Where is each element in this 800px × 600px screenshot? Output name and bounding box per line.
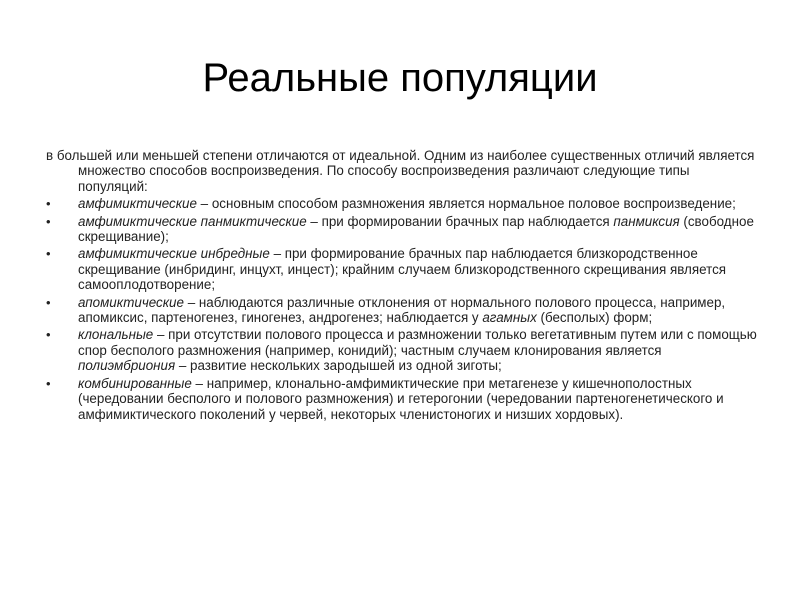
bullet-icon: • bbox=[46, 246, 51, 262]
term-panmixia: панмиксия bbox=[613, 213, 680, 229]
term-polyembryony: полиэмбриония bbox=[78, 358, 176, 374]
term-agamous: агамных bbox=[482, 310, 537, 326]
list-item-apomictic bbox=[46, 295, 762, 326]
term-combined: комбинированные bbox=[78, 375, 192, 391]
term-clonal: клональные bbox=[78, 327, 154, 343]
description-apomictic-start: – наблюдаются различные отклонения от нормального полового процесса, например, апомиксис, партеногенез, гиногенез, андрогенез; наблюдается у bbox=[78, 294, 726, 326]
list-item-inbred bbox=[46, 246, 762, 292]
description-clonal-end: – развитие нескольких зародышей из одной зиготы; bbox=[175, 358, 502, 374]
bullet-icon: • bbox=[46, 294, 51, 310]
description-clonal-start: – при отсутствии полового процесса и размножении только вегетативным путем или с помощью спор бесполого размножения (например, конидий); частным случаем клонирования является bbox=[78, 327, 757, 358]
term-inbred: амфимиктические инбредные bbox=[78, 246, 270, 262]
bullet-icon: • bbox=[46, 213, 51, 229]
intro-paragraph: в большей или меньшей степени отличаются от идеальной. Одним из наиболее существенных отличий является множество способов воспроизведения. По способу воспроизведения различают следующие типы популяций: bbox=[46, 148, 755, 194]
description-apomictic-end: (бесполых) форм; bbox=[536, 310, 653, 326]
description-inbred: – при формирование брачных пар наблюдается близкородственное скрещивание (инбридинг, инцухт, инцест); крайним случаем близкородственного скрещивания является самооплодотворение; bbox=[78, 246, 727, 293]
list-item-amphimictic bbox=[46, 196, 762, 211]
description-panmictic-start: – при формировании брачных пар наблюдается bbox=[306, 213, 614, 229]
bullet-icon: • bbox=[46, 327, 51, 343]
bullet-icon: • bbox=[46, 375, 51, 391]
term-panmictic: амфимиктические панмиктические bbox=[78, 213, 307, 229]
list-item-clonal bbox=[46, 327, 762, 373]
description-panmictic-end: (свободное скрещивание); bbox=[78, 213, 754, 245]
description-combined: – например, клонально-амфимиктические при метагенезе у кишечнополостных (чередовании бесполого и полового размножения) и гетерогонии (чередовании партеногенетического и амфимиктического поколений у червей, некоторых членистоногих и низших хордовых). bbox=[78, 375, 724, 422]
slide-body bbox=[46, 148, 762, 422]
list-item-combined bbox=[46, 376, 762, 422]
term-apomictic: апомиктические bbox=[78, 294, 184, 310]
bullet-icon: • bbox=[46, 196, 51, 212]
term-amphimictic: амфимиктические bbox=[78, 196, 197, 212]
description-amphimictic: – основным способом размножения является нормальное половое воспроизведение; bbox=[196, 196, 736, 212]
slide-title: Реальные популяции bbox=[202, 56, 598, 100]
population-types-list bbox=[46, 196, 762, 422]
list-item-panmictic bbox=[46, 214, 762, 245]
